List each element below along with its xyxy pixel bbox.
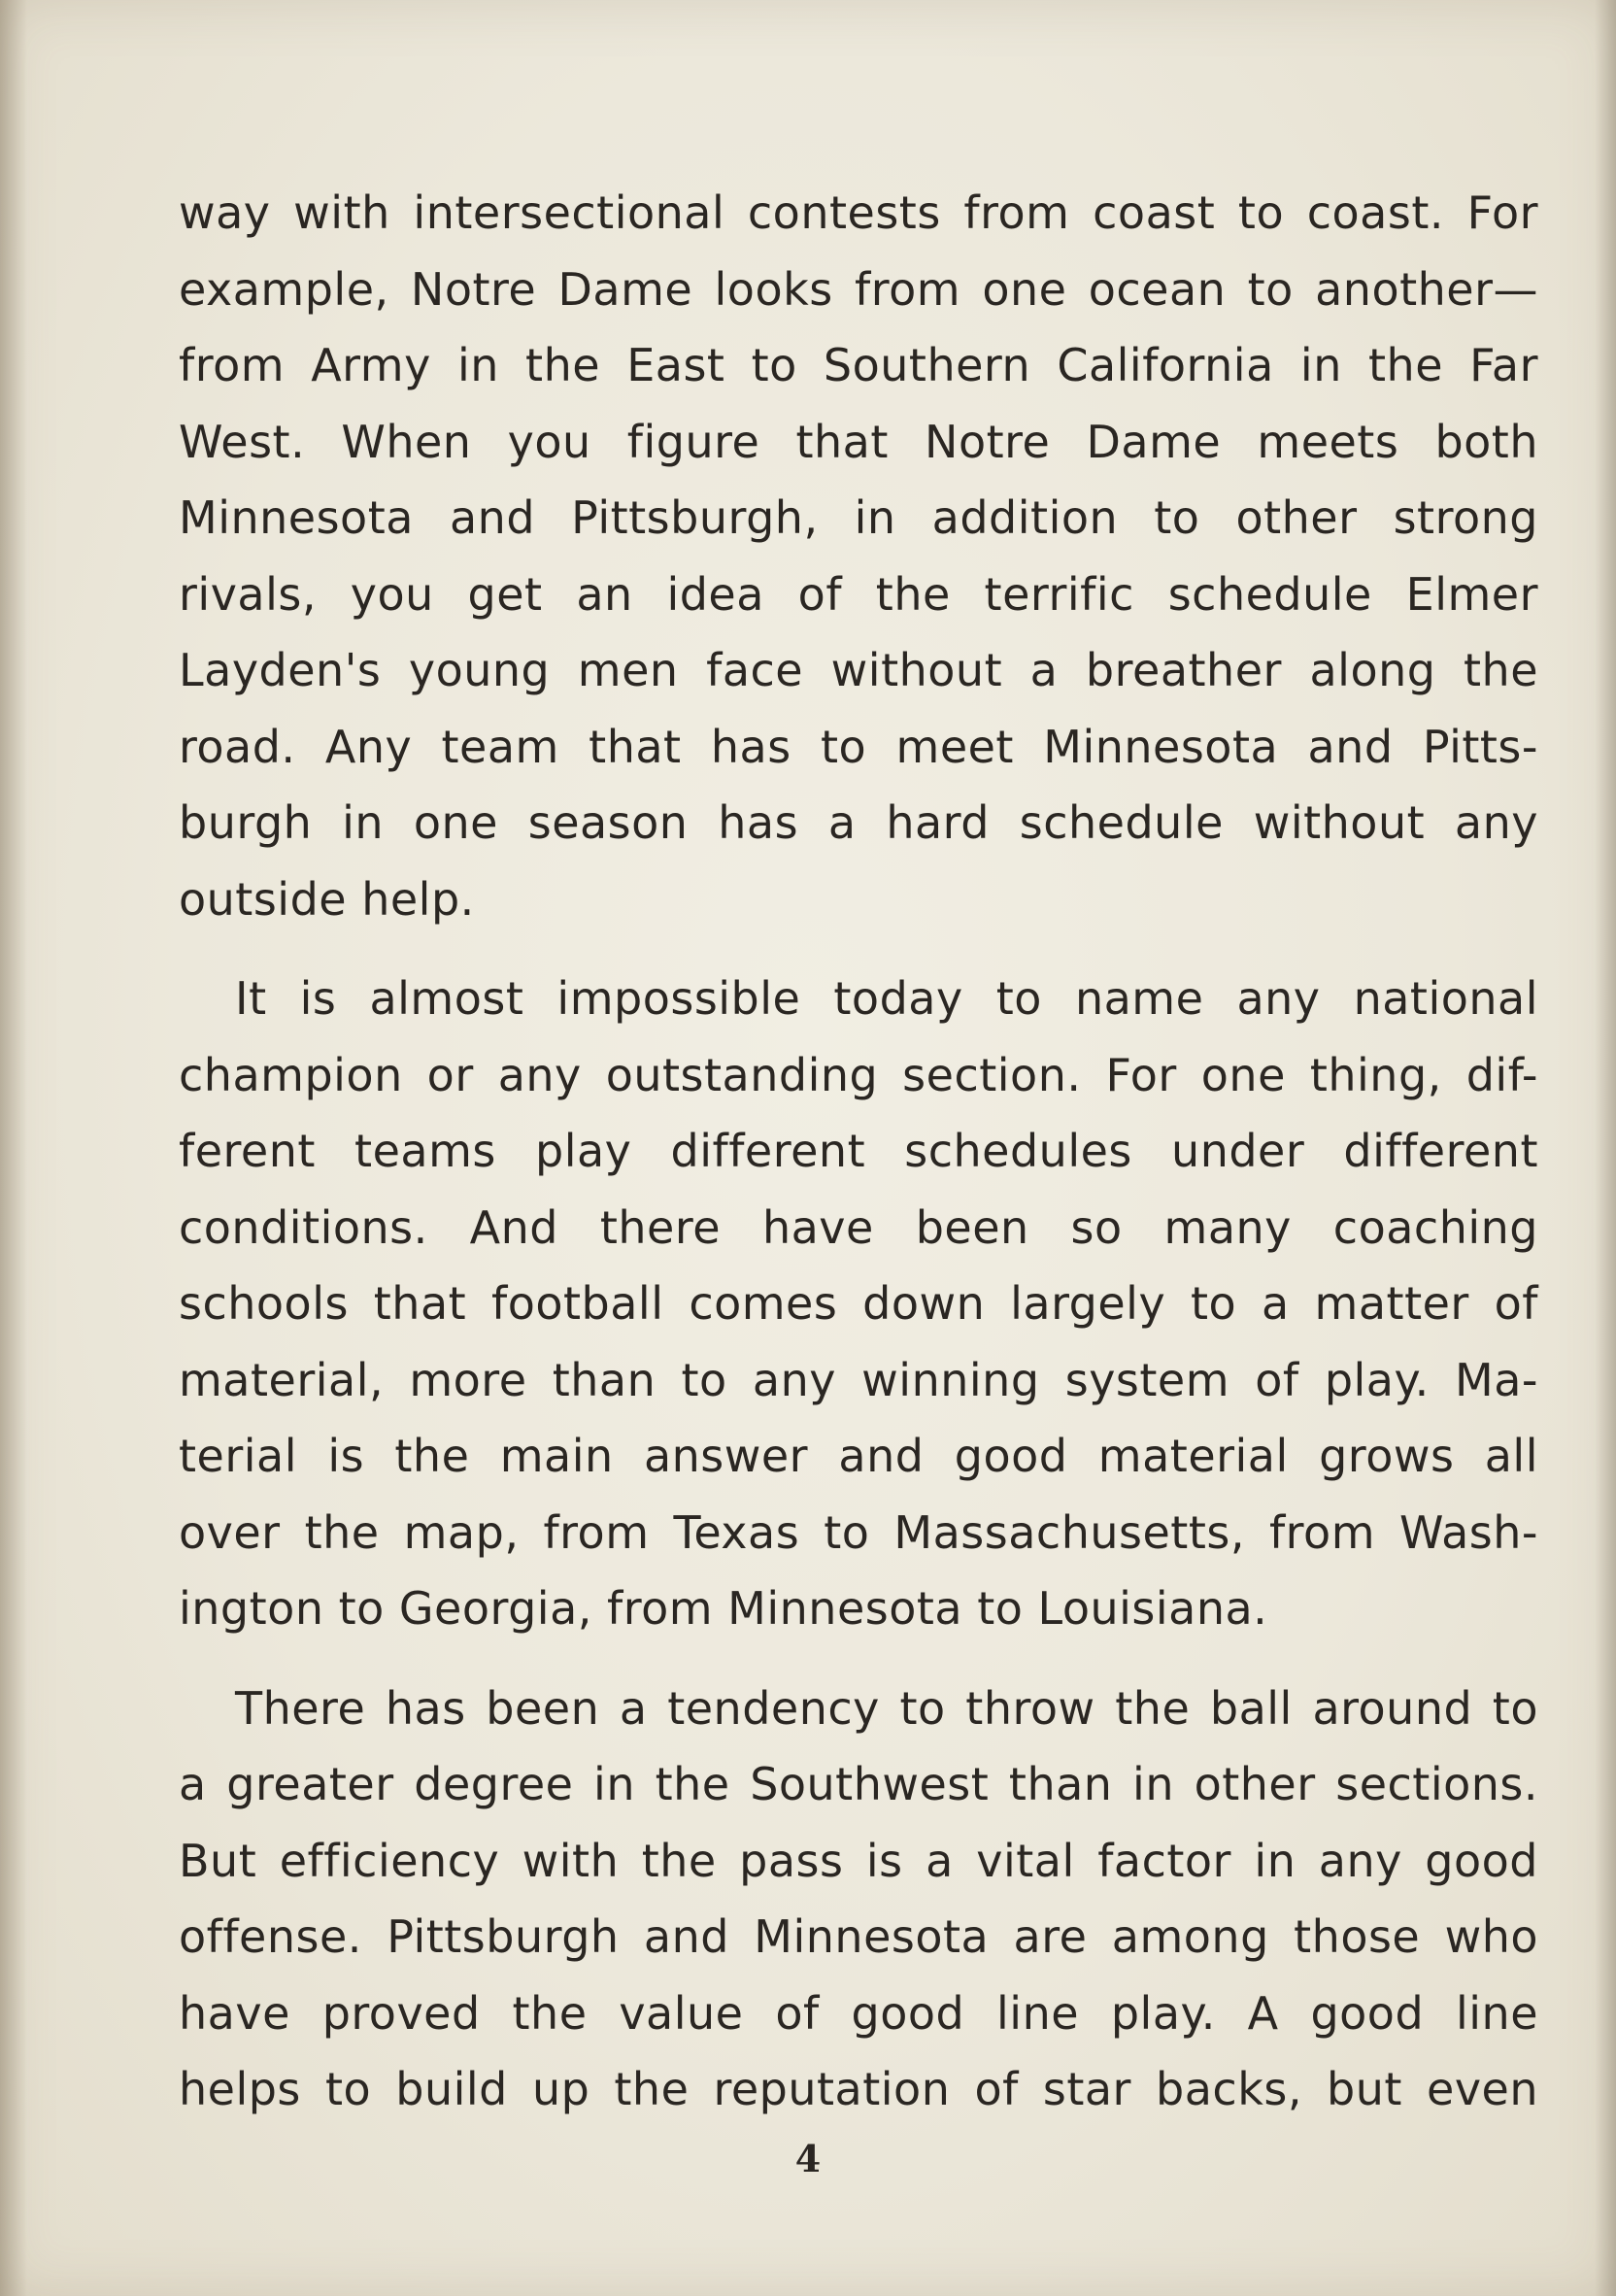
text-line: from Army in the East to Southern California in the Far xyxy=(179,339,1538,391)
text-line: helps to build up the reputation of star backs, but even xyxy=(179,2063,1538,2115)
text-line: example, Notre Dame looks from one ocean to another— xyxy=(179,262,1538,316)
page-edge-shadow xyxy=(1595,0,1616,2296)
page-number: 4 xyxy=(794,2137,822,2180)
text-line: way with intersectional contests from coast to coast. For xyxy=(179,186,1538,239)
text-line: Layden's young men face without a breather along the xyxy=(179,644,1538,696)
page-spine-shadow xyxy=(0,0,27,2296)
text-line: schools that football comes down largely to a matter of xyxy=(179,1277,1538,1330)
text-line: material, more than to any winning system of play. Ma- xyxy=(179,1353,1538,1406)
text-line: have proved the value of good line play. A good line xyxy=(179,1986,1538,2040)
text-line: outside help. xyxy=(179,872,475,926)
text-line: But efficiency with the pass is a vital factor in any good xyxy=(179,1834,1538,1887)
body-text xyxy=(179,175,1538,2151)
text-line: Minnesota and Pittsburgh, in addition to other strong xyxy=(179,491,1538,544)
text-line: ington to Georgia, from Minnesota to Louisiana. xyxy=(179,1582,1268,1635)
text-line: over the map, from Texas to Massachusetts, from Wash- xyxy=(179,1505,1538,1559)
paragraph-3 xyxy=(179,1671,1538,2128)
text-line: road. Any team that has to meet Minnesota and Pitts- xyxy=(179,720,1538,773)
text-line: It is almost impossible today to name any national xyxy=(235,972,1538,1025)
text-line: offense. Pittsburgh and Minnesota are among those who xyxy=(179,1910,1538,1963)
text-line: West. When you figure that Notre Dame meets both xyxy=(179,415,1538,468)
text-line: a greater degree in the Southwest than in other sections. xyxy=(179,1758,1538,1810)
text-line: conditions. And there have been so many coaching xyxy=(179,1200,1538,1254)
text-line: burgh in one season has a hard schedule without any xyxy=(179,796,1538,849)
text-line: champion or any outstanding section. For one thing, dif- xyxy=(179,1048,1538,1101)
paragraph-2 xyxy=(179,961,1538,1647)
text-line: terial is the main answer and good material grows all xyxy=(179,1430,1538,1482)
text-line: There has been a tendency to throw the ball around to xyxy=(235,1681,1538,1735)
paragraph-1 xyxy=(179,175,1538,937)
text-line: rivals, you get an idea of the terrific schedule Elmer xyxy=(179,567,1538,621)
text-line: ferent teams play different schedules under different xyxy=(179,1125,1538,1177)
